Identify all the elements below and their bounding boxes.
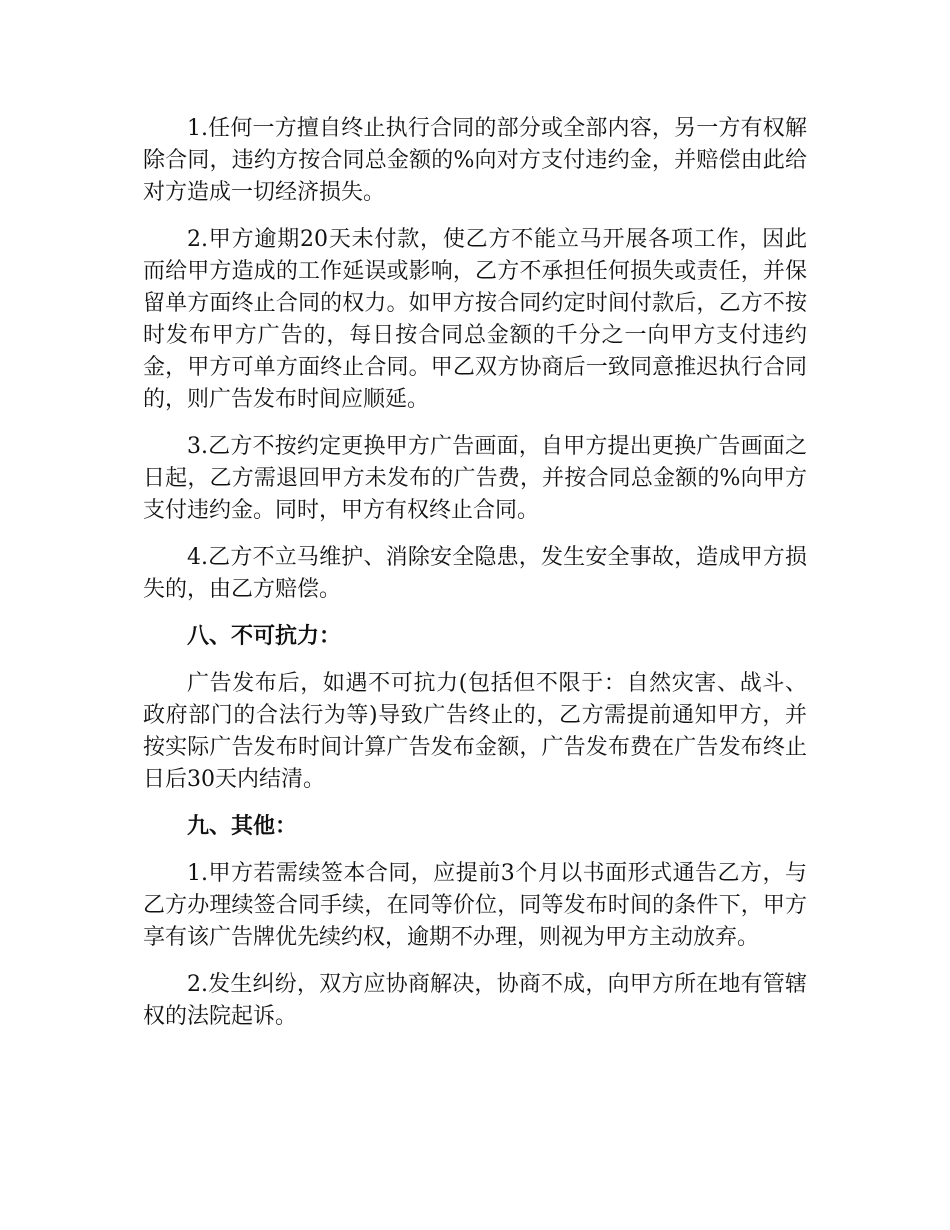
breach-clause-2: 2.甲方逾期20天未付款，使乙方不能立马开展各项工作，因此而给甲方造成的工作延误或影响，乙方不承担任何损失或责任，并保留单方面终止合同的权力。如甲方按合同约定时间付款后，乙方不按时发布甲方广告的，每日按合同总金额的千分之一向甲方支付违约金，甲方可单方面终止合同。甲乙双方协商后一致同意推迟执行合同的，则广告发布时间应顺延。 [143,227,807,412]
force-majeure-heading: 八、不可抗力： [187,624,342,649]
other-clause-2: 2.发生纠纷，双方应协商解决，协商不成，向甲方所在地有管辖权的法院起诉。 [143,972,807,1029]
document-page [143,113,807,1048]
other-clause-1: 1.甲方若需续签本合同，应提前3个月以书面形式通告乙方，与乙方办理续签合同手续，在同等价位，同等发布时间的条件下，甲方享有该广告牌优先续约权，逾期不办理，则视为甲方主动放弃。 [143,861,807,950]
breach-clause-1: 1.任何一方擅自终止执行合同的部分或全部内容，另一方有权解除合同，违约方按合同总金额的%向对方支付违约金，并赔偿由此给对方造成一切经济损失。 [143,116,807,205]
breach-clause-4: 4.乙方不立马维护、消除安全隐患，发生安全事故，造成甲方损失的，由乙方赔偿。 [143,545,807,602]
other-terms-heading: 九、其他： [187,814,298,839]
breach-clause-3: 3.乙方不按约定更换甲方广告画面，自甲方提出更换广告画面之日起，乙方需退回甲方未发布的广告费，并按合同总金额的%向甲方支付违约金。同时，甲方有权终止合同。 [143,434,807,523]
force-majeure-paragraph: 广告发布后，如遇不可抗力(包括但不限于：自然灾害、战斗、政府部门的合法行为等)导致广告终止的，乙方需提前通知甲方，并按实际广告发布时间计算广告发布金额，广告发布费在广告发布终止日后30天内结清。 [143,671,807,792]
